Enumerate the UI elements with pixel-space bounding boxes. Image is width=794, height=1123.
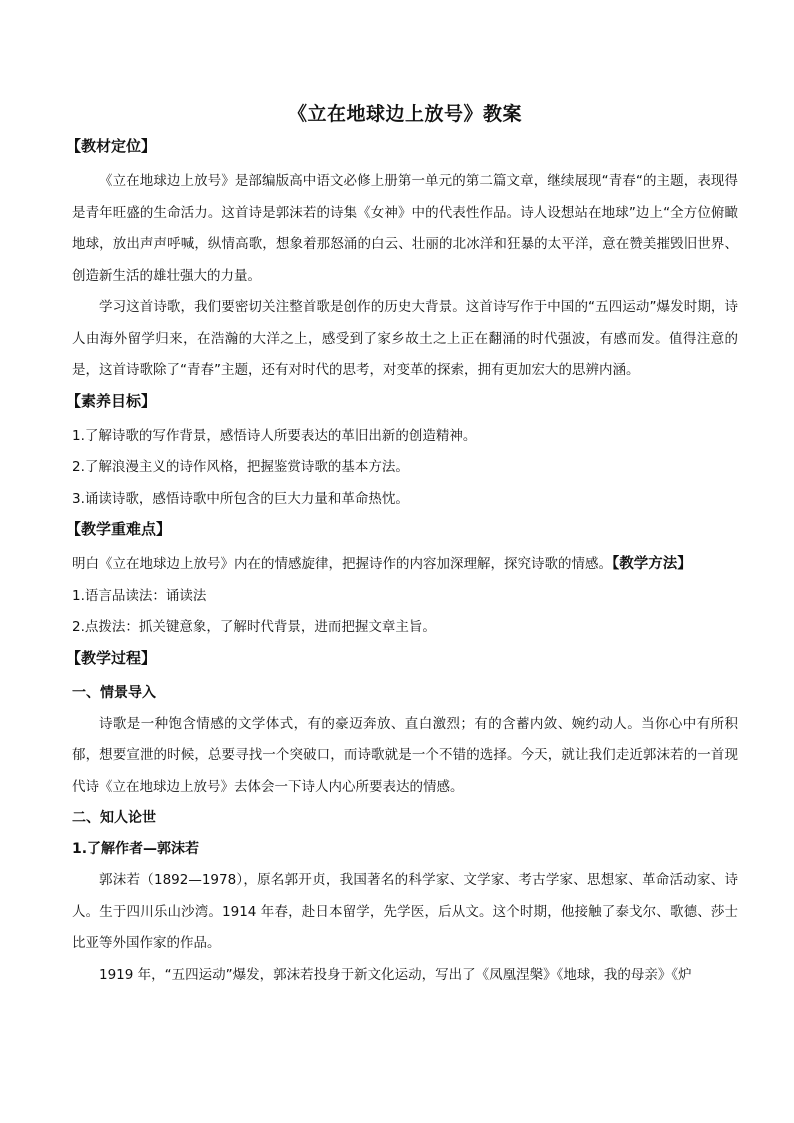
positioning-paragraph-1: 《立在地球边上放号》是部编版高中语文必修上册第一单元的第二篇文章，继续展现“青春“的主题，表现得是青年旺盛的生命活力。这首诗是郭沫若的诗集《女神》中的代表性作品。诗人设想站在地球”边上“全方位俯瞰地球，放出声声呼喊，纵情高歌，想象着那怒涌的白云、壮丽的北冰洋和狂暴的太平洋，意在赞美摧毁旧世界、创造新生活的雄壮强大的力量。 bbox=[72, 173, 738, 284]
author-paragraph-1: 郭沫若（1892—1978），原名郭开贞，我国著名的科学家、文学家、考古学家、思想家、革命活动家、诗人。生于四川乐山沙湾。1914 年春，赴日本留学，先学医，后从文。这个时期，他接触了泰戈尔、歌德、莎士比亚等外国作家的作品。 bbox=[72, 872, 738, 951]
section-heading-process: 【教学过程】 bbox=[66, 648, 157, 667]
section-heading-positioning: 【教材定位】 bbox=[66, 137, 157, 155]
goal-item-2: 2.了解浪漫主义的诗作风格，把握鉴赏诗歌的基本方法。 bbox=[72, 459, 409, 475]
section-heading-methods: 【教学方法】 bbox=[612, 556, 692, 572]
key-points-body: 明白《立在地球边上放号》内在的情感旋律，把握诗作的内容加深理解，探究诗歌的情感。 bbox=[72, 556, 612, 572]
intro-paragraph: 诗歌是一种饱含情感的文学体式，有的豪迈奔放、直白激烈；有的含蓄内敛、婉约动人。当你心中有所积郁，想要宣泄的时候，总要寻找一个突破口，而诗歌就是一个不错的选择。今天，就让我们走近郭沫若的一首现代诗《立在地球边上放号》去体会一下诗人内心所要表达的情感。 bbox=[72, 715, 738, 795]
subheading-intro: 一、情景导入 bbox=[72, 684, 156, 701]
section-heading-goals: 【素养目标】 bbox=[66, 391, 157, 410]
goal-item-1: 1.了解诗歌的写作背景，感悟诗人所要表达的革旧出新的创造精神。 bbox=[72, 427, 477, 444]
key-points-text bbox=[72, 549, 738, 581]
document-content bbox=[66, 100, 738, 991]
method-item-2: 2.点拨法：抓关键意象，了解时代背景，进而把握文章主旨。 bbox=[72, 619, 436, 635]
method-item-1: 1.语言品读法：诵读法 bbox=[72, 587, 207, 604]
document-title: 《立在地球边上放号》教案 bbox=[287, 103, 522, 125]
subheading-author: 1.了解作者—郭沫若 bbox=[72, 841, 200, 857]
section-heading-key-points: 【教学重难点】 bbox=[66, 520, 172, 538]
author-paragraph-2: 1919 年，“五四运动”爆发，郭沫若投身于新文化运动，写出了《凤凰涅槃》《地球，我的母亲》《炉 bbox=[99, 966, 692, 983]
subheading-background: 二、知人论世 bbox=[72, 810, 156, 826]
positioning-paragraph-2: 学习这首诗歌，我们要密切关注整首歌是创作的历史大背景。这首诗写作于中国的“五四运动”爆发时期，诗人由海外留学归来，在浩瀚的大洋之上，感受到了家乡故土之上正在翻涌的时代强波，有感而发。值得注意的是，这首诗歌除了“青春”主题，还有对时代的思考，对变革的探索，拥有更加宏大的思辨内涵。 bbox=[72, 299, 738, 378]
goal-item-3: 3.诵读诗歌，感悟诗歌中所包含的巨大力量和革命热忱。 bbox=[72, 490, 409, 507]
